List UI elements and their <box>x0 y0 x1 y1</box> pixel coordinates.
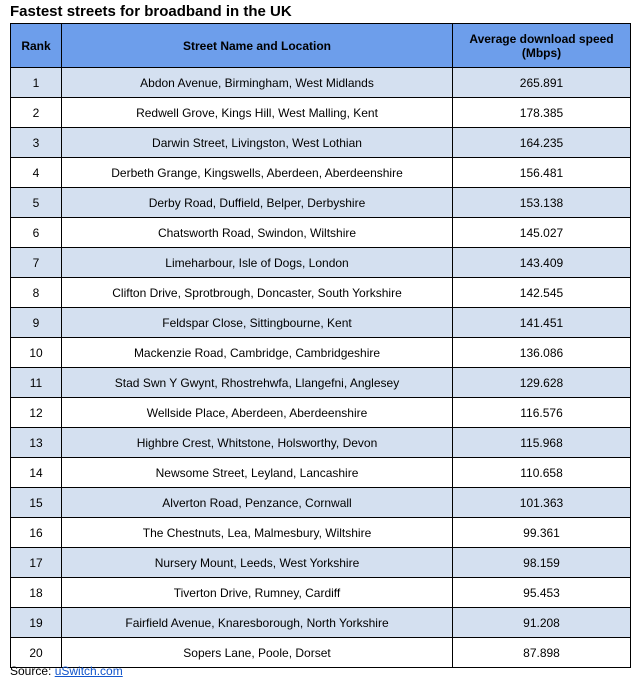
speed-cell: 91.208 <box>453 608 631 638</box>
speed-cell: 116.576 <box>453 398 631 428</box>
speed-cell: 99.361 <box>453 518 631 548</box>
speed-cell: 178.385 <box>453 98 631 128</box>
table-header-row <box>11 24 631 68</box>
street-cell: Sopers Lane, Poole, Dorset <box>62 638 453 668</box>
speed-cell: 95.453 <box>453 578 631 608</box>
speed-header-line2: (Mbps) <box>521 45 562 60</box>
table-row <box>11 368 631 398</box>
table-row <box>11 188 631 218</box>
table-row <box>11 308 631 338</box>
rank-cell: 10 <box>11 338 62 368</box>
rank-cell: 6 <box>11 218 62 248</box>
street-cell: The Chestnuts, Lea, Malmesbury, Wiltshire <box>62 518 453 548</box>
rank-cell: 8 <box>11 278 62 308</box>
rank-cell: 13 <box>11 428 62 458</box>
speed-cell: 141.451 <box>453 308 631 338</box>
table-row <box>11 158 631 188</box>
street-cell: Wellside Place, Aberdeen, Aberdeenshire <box>62 398 453 428</box>
table-row <box>11 398 631 428</box>
table-row <box>11 548 631 578</box>
table-row <box>11 278 631 308</box>
speed-cell: 145.027 <box>453 218 631 248</box>
broadband-speed-table <box>10 23 631 668</box>
table-row <box>11 338 631 368</box>
street-cell: Clifton Drive, Sprotbrough, Doncaster, South Yorkshire <box>62 278 453 308</box>
table-row <box>11 68 631 98</box>
rank-cell: 11 <box>11 368 62 398</box>
speed-cell: 156.481 <box>453 158 631 188</box>
street-cell: Fairfield Avenue, Knaresborough, North Yorkshire <box>62 608 453 638</box>
street-cell: Mackenzie Road, Cambridge, Cambridgeshire <box>62 338 453 368</box>
speed-cell: 164.235 <box>453 128 631 158</box>
speed-cell: 115.968 <box>453 428 631 458</box>
source-link[interactable]: uSwitch.com <box>54 664 123 678</box>
table-row <box>11 608 631 638</box>
rank-cell: 14 <box>11 458 62 488</box>
table-row <box>11 488 631 518</box>
rank-cell: 12 <box>11 398 62 428</box>
street-cell: Newsome Street, Leyland, Lancashire <box>62 458 453 488</box>
rank-cell: 9 <box>11 308 62 338</box>
speed-cell: 129.628 <box>453 368 631 398</box>
speed-cell: 142.545 <box>453 278 631 308</box>
speed-cell: 136.086 <box>453 338 631 368</box>
speed-cell: 87.898 <box>453 638 631 668</box>
speed-cell: 143.409 <box>453 248 631 278</box>
table-row <box>11 458 631 488</box>
street-cell: Nursery Mount, Leeds, West Yorkshire <box>62 548 453 578</box>
rank-cell: 19 <box>11 608 62 638</box>
source-note <box>10 663 123 679</box>
table-row <box>11 518 631 548</box>
speed-cell: 153.138 <box>453 188 631 218</box>
street-cell: Derbeth Grange, Kingswells, Aberdeen, Aberdeenshire <box>62 158 453 188</box>
table-row <box>11 428 631 458</box>
page-title: Fastest streets for broadband in the UK <box>10 3 292 20</box>
street-cell: Limeharbour, Isle of Dogs, London <box>62 248 453 278</box>
speed-cell: 265.891 <box>453 68 631 98</box>
table-row <box>11 578 631 608</box>
rank-cell: 17 <box>11 548 62 578</box>
rank-column-header: Rank <box>11 24 62 68</box>
speed-cell: 101.363 <box>453 488 631 518</box>
street-cell: Derby Road, Duffield, Belper, Derbyshire <box>62 188 453 218</box>
table-row <box>11 218 631 248</box>
table-row <box>11 98 631 128</box>
rank-cell: 3 <box>11 128 62 158</box>
table-row <box>11 248 631 278</box>
rank-cell: 5 <box>11 188 62 218</box>
street-cell: Darwin Street, Livingston, West Lothian <box>62 128 453 158</box>
speed-header-line1: Average download speed <box>469 31 614 46</box>
street-cell: Tiverton Drive, Rumney, Cardiff <box>62 578 453 608</box>
rank-cell: 20 <box>11 638 62 668</box>
street-cell: Abdon Avenue, Birmingham, West Midlands <box>62 68 453 98</box>
table-row <box>11 128 631 158</box>
rank-cell: 18 <box>11 578 62 608</box>
street-cell: Chatsworth Road, Swindon, Wiltshire <box>62 218 453 248</box>
street-cell: Stad Swn Y Gwynt, Rhostrehwfa, Llangefni, Anglesey <box>62 368 453 398</box>
street-cell: Redwell Grove, Kings Hill, West Malling, Kent <box>62 98 453 128</box>
street-cell: Feldspar Close, Sittingbourne, Kent <box>62 308 453 338</box>
rank-cell: 1 <box>11 68 62 98</box>
table-body <box>11 68 631 668</box>
speed-cell: 110.658 <box>453 458 631 488</box>
street-cell: Highbre Crest, Whitstone, Holsworthy, Devon <box>62 428 453 458</box>
rank-cell: 2 <box>11 98 62 128</box>
rank-cell: 4 <box>11 158 62 188</box>
rank-cell: 7 <box>11 248 62 278</box>
source-label: Source: <box>10 664 55 678</box>
speed-cell: 98.159 <box>453 548 631 578</box>
rank-cell: 15 <box>11 488 62 518</box>
street-cell: Alverton Road, Penzance, Cornwall <box>62 488 453 518</box>
rank-cell: 16 <box>11 518 62 548</box>
speed-column-header <box>453 24 631 68</box>
street-column-header: Street Name and Location <box>62 24 453 68</box>
